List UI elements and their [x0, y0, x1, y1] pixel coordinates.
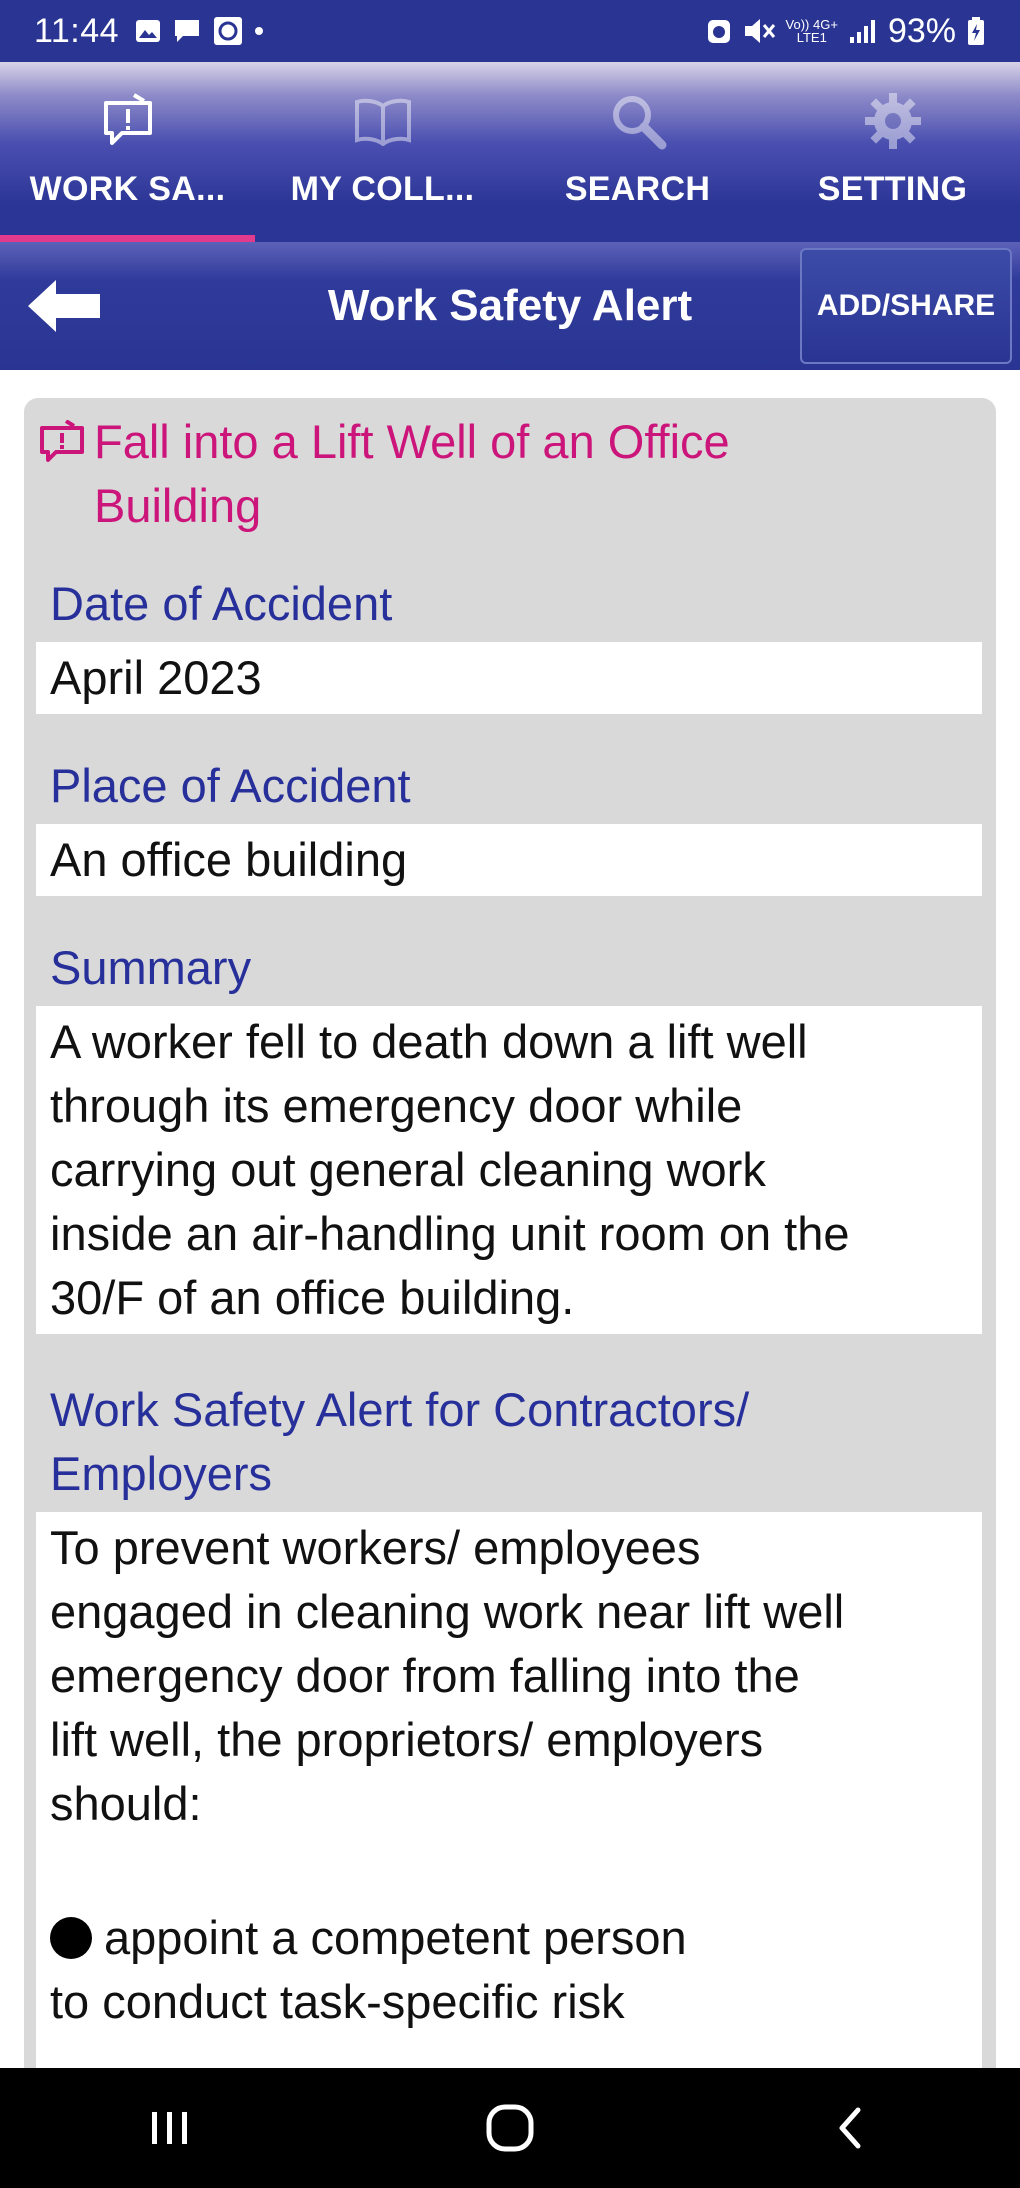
- signal-icon: [848, 17, 878, 45]
- date-label: Date of Accident: [50, 577, 393, 630]
- back-arrow-icon: [26, 278, 102, 334]
- alert-title-line: Fall into a Lift Well of an Office: [94, 415, 730, 468]
- battery-percent: 93%: [887, 11, 956, 50]
- message-notification-icon: [173, 18, 201, 44]
- tab-label: WORK SA...: [29, 170, 226, 208]
- status-time: 11:44: [34, 11, 120, 50]
- work-safety-alert-icon: [38, 420, 86, 464]
- battery-icon: [966, 16, 986, 46]
- alert-line: should:: [50, 1777, 202, 1830]
- network-type-bottom: LTE1: [796, 30, 827, 45]
- alert-line: lift well, the proprietors/ employers: [50, 1713, 764, 1766]
- alert-line: emergency door from falling into the: [50, 1649, 800, 1702]
- work-safety-alert-icon: [100, 93, 156, 149]
- home-button[interactable]: [450, 2088, 570, 2168]
- tab-my-collection[interactable]: [255, 62, 510, 242]
- alert-title-line: Building: [94, 479, 262, 532]
- gear-icon: [863, 91, 923, 151]
- mute-icon: [742, 16, 776, 46]
- app-notification-icon: [213, 16, 243, 46]
- bullet-item: appoint a competent person: [50, 1906, 968, 1970]
- tab-label: MY COLL...: [290, 170, 475, 208]
- back-nav-button[interactable]: [790, 2088, 910, 2168]
- back-button[interactable]: [14, 256, 114, 356]
- header-bar: [0, 242, 1020, 370]
- alert-detail-card: [24, 398, 996, 2188]
- place-value: An office building: [36, 824, 982, 896]
- book-icon: [353, 96, 413, 146]
- more-notifications-dot: [255, 27, 263, 35]
- alarm-icon: [706, 17, 732, 45]
- place-label: Place of Accident: [50, 759, 411, 812]
- alert-title: [38, 410, 978, 538]
- bullet-item-continued: to conduct task-specific risk: [50, 1975, 625, 2028]
- tab-search[interactable]: [510, 62, 765, 242]
- chevron-left-icon: [832, 2104, 868, 2152]
- active-tab-indicator: [0, 235, 255, 242]
- alert-line: To prevent workers/ employees: [50, 1521, 701, 1574]
- recent-apps-icon: [146, 2108, 194, 2148]
- contractors-alert-value: [36, 1512, 982, 2162]
- status-bar: [0, 0, 1020, 62]
- summary-label: Summary: [50, 941, 252, 994]
- summary-line: 30/F of an office building.: [50, 1271, 575, 1324]
- date-value: April 2023: [36, 642, 982, 714]
- tab-setting[interactable]: [765, 62, 1020, 242]
- tab-label: SEARCH: [564, 170, 711, 208]
- home-icon: [484, 2102, 536, 2154]
- alert-line: engaged in cleaning work near lift well: [50, 1585, 845, 1638]
- summary-line: carrying out general cleaning work: [50, 1143, 766, 1196]
- system-nav-bar: [0, 2068, 1020, 2188]
- page-title: Work Safety Alert: [327, 281, 693, 330]
- add-share-button[interactable]: ADD/SHARE: [800, 248, 1012, 364]
- tab-work-safety-alert[interactable]: [0, 62, 255, 242]
- search-icon: [608, 91, 668, 151]
- recent-apps-button[interactable]: [110, 2088, 230, 2168]
- gallery-notification-icon: [135, 19, 161, 43]
- summary-line: inside an air-handling unit room on the: [50, 1207, 850, 1260]
- summary-value: [36, 1006, 982, 1334]
- summary-line: A worker fell to death down a lift well: [50, 1015, 808, 1068]
- summary-line: through its emergency door while: [50, 1079, 743, 1132]
- network-type-top: Vo)) 4G+: [785, 17, 838, 32]
- contractors-alert-label: Work Safety Alert for Contractors/ Employers: [50, 1383, 750, 1500]
- tab-label: SETTING: [817, 170, 968, 208]
- bullet-icon: [50, 1917, 92, 1959]
- tab-bar: [0, 62, 1020, 242]
